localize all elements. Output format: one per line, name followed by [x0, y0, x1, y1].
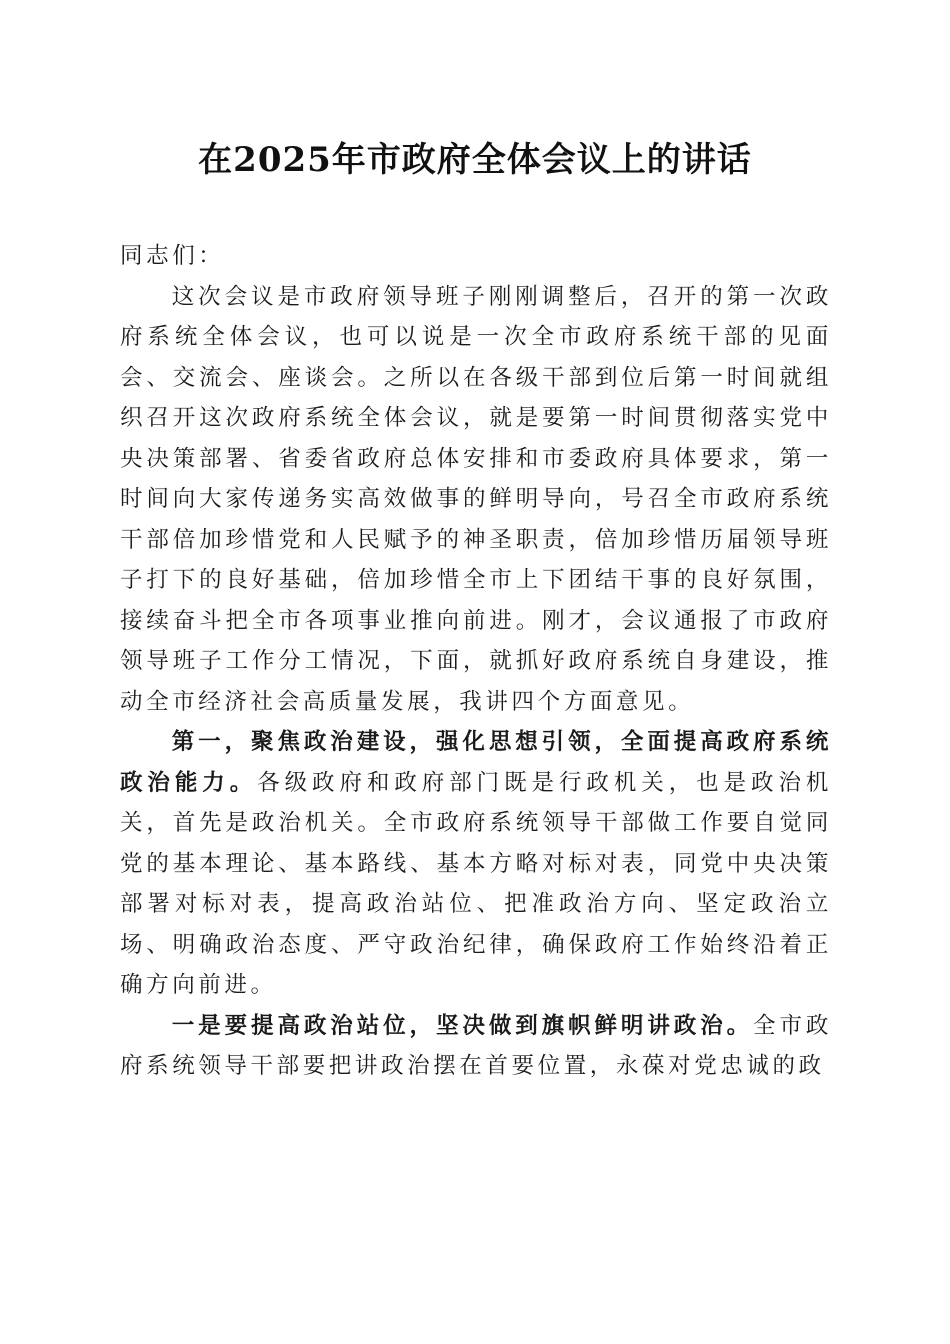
paragraph-text: 各级政府和政府部门既是行政机关，也是政治机关，首先是政治机关。全市政府系统领导干部做工作要自觉同党的基本理论、基本路线、基本方略对标对表，同党中央决策部署对标对表，提高政治站位、把准政治方向、坚定政治立场、明确政治态度、严守政治纪律，确保政府工作始终沿着正确方向前进。	[120, 769, 832, 998]
document-body	[120, 236, 832, 1087]
paragraph-intro	[120, 277, 832, 723]
document-title: 在2025年市政府全体会议上的讲话	[198, 140, 752, 180]
salutation: 同志们：	[120, 243, 225, 269]
paragraph-text: 这次会议是市政府领导班子刚刚调整后，召开的第一次政府系统全体会议，也可以说是一次全市政府系统干部的见面会、交流会、座谈会。之所以在各级干部到位后第一时间就组织召开这次政府系统全体会议，就是要第一时间贯彻落实党中央决策部署、省委省政府总体安排和市委政府具体要求，第一时间向大家传递务实高效做事的鲜明导向，号召全市政府系统干部倍加珍惜党和人民赋予的神圣职责，倍加珍惜历届领导班子打下的良好基础，倍加珍惜全市上下团结干事的良好氛围，接续奋斗把全市各项事业推向前进。刚才，会议通报了市政府领导班子工作分工情况，下面，就抓好政府系统自身建设，推动全市经济社会高质量发展，我讲四个方面意见。	[120, 283, 832, 715]
paragraph-lead: 第一，聚焦政治建设，强化思想引领，全面提高政府系统政治能力。	[120, 729, 832, 796]
paragraph-text: 全市政府系统领导干部要把讲政治摆在首要位置，永葆对党忠诚的政	[120, 1012, 832, 1079]
paragraph-lead: 一是要提高政治站位，坚决做到旗帜鲜明讲政治。	[171, 1012, 754, 1039]
paragraph-sub-point	[120, 1006, 832, 1087]
paragraph-first-point	[120, 722, 832, 1006]
